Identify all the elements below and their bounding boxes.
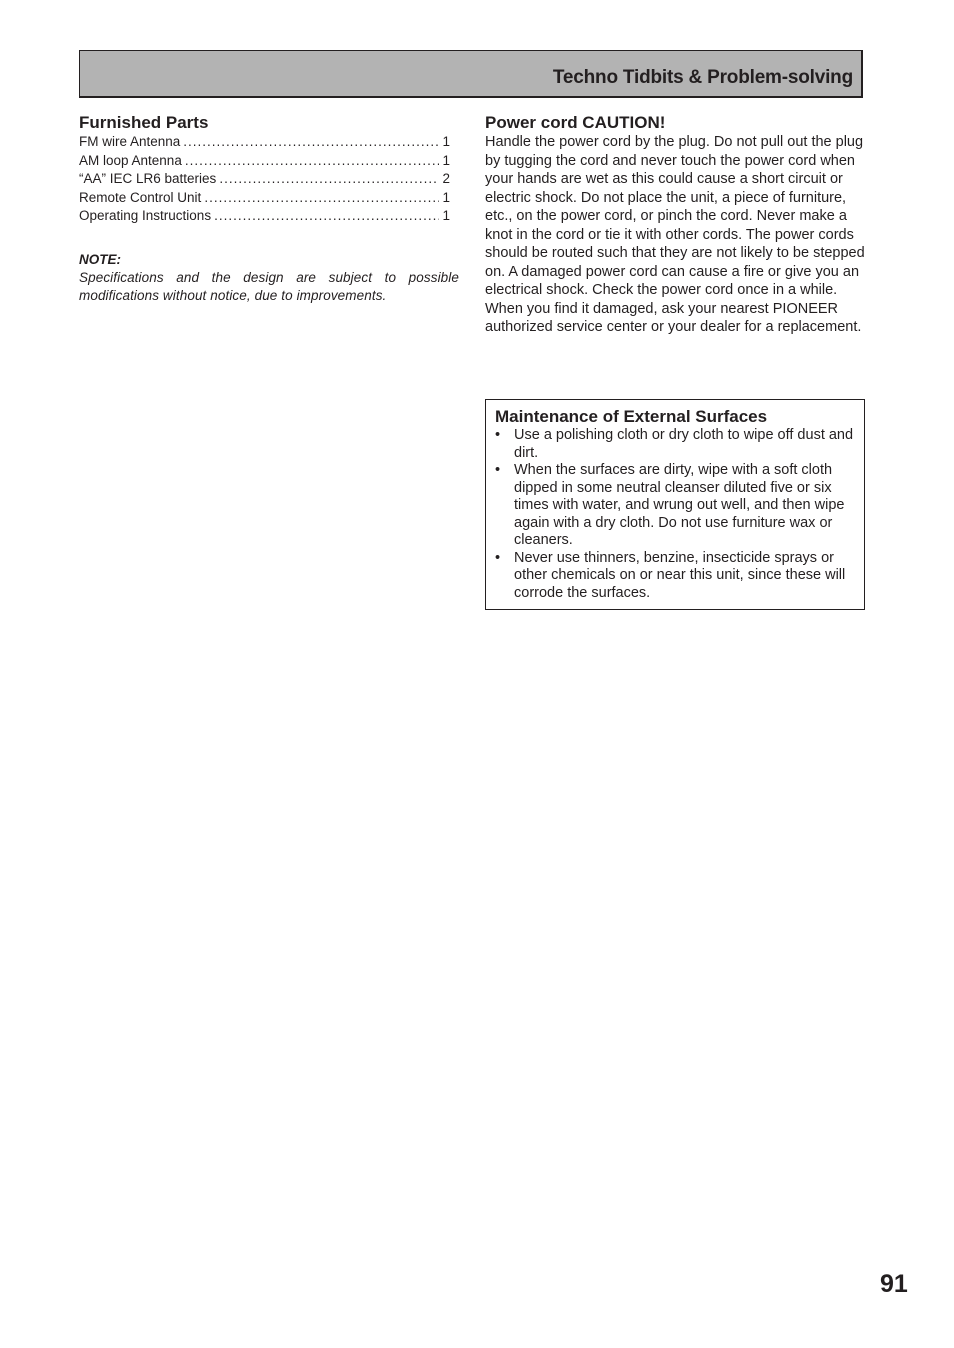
part-quantity: 1: [442, 189, 450, 205]
power-cord-text: Handle the power cord by the plug. Do not pull out the plug by tugging the cord and never touch the power cord when your hands are wet as this could cause a short circuit or electric shock. Do not place the unit, a piece of furniture, etc., on the power cord, or pinch the cord. Never make a knot in the cord or tie it with other cords. The power cords should be routed such that they are not likely to be stepped on. A damaged power cord can cause a fire or give you an electrical shock. Check the power cord once in a while. When you find it damaged, ask your nearest PIONEER authorized service center or your dealer for a replacement.: [485, 134, 865, 335]
power-cord-heading: Power cord CAUTION!: [485, 113, 666, 132]
maintenance-heading: Maintenance of External Surfaces: [495, 407, 768, 426]
list-item-text: Never use thinners, benzine, insecticide sprays or other chemicals on or near this unit, since these will corrode the surfaces.: [514, 549, 846, 601]
dot-leader: [214, 207, 439, 226]
part-name: Remote Control Unit: [79, 189, 202, 205]
list-item: [495, 550, 858, 603]
part-row: [79, 170, 450, 189]
dot-leader: [204, 189, 439, 208]
part-quantity: 1: [442, 152, 450, 168]
part-name: Operating Instructions: [79, 208, 212, 223]
part-row: [79, 152, 450, 171]
dot-leader: [219, 170, 439, 189]
maintenance-box: [485, 399, 865, 610]
bullet-icon: •: [495, 462, 501, 478]
part-row: [79, 133, 450, 152]
maintenance-list: [495, 427, 858, 602]
part-quantity: 2: [442, 171, 450, 186]
dot-leader: [183, 133, 439, 152]
page-number: 91: [880, 1270, 908, 1298]
list-item-text: Use a polishing cloth or dry cloth to wipe off dust and dirt.: [514, 427, 854, 461]
bullet-icon: •: [495, 427, 501, 443]
part-row: [79, 207, 450, 226]
right-column: [485, 112, 865, 337]
furnished-parts-heading: Furnished Parts: [79, 113, 209, 132]
part-name: FM wire Antenna: [79, 134, 181, 149]
bullet-icon: •: [495, 549, 501, 566]
section-title: Techno Tidbits & Problem-solving: [552, 67, 853, 88]
list-item: [495, 427, 858, 462]
part-name: “AA” IEC LR6 batteries: [79, 171, 217, 186]
part-quantity: 1: [442, 208, 450, 223]
note-text: Specifications and the design are subject to possible modifications without notice, due to improvements.: [79, 269, 459, 303]
note-title: NOTE:: [79, 251, 121, 267]
dot-leader: [185, 152, 440, 171]
part-name: AM loop Antenna: [79, 152, 182, 168]
list-item-text: When the surfaces are dirty, wipe with a soft cloth dipped in some neutral cleanser diluted five or six times with water, and wrung out well, and then wipe again with a dry cloth. Do not use furniture wax or cleaners.: [514, 462, 845, 548]
part-quantity: 1: [442, 134, 450, 149]
part-row: [79, 189, 450, 208]
list-item: [495, 462, 858, 550]
left-column: [79, 112, 459, 306]
furnished-parts-list: [79, 133, 459, 226]
section-header-bar: [79, 50, 863, 98]
